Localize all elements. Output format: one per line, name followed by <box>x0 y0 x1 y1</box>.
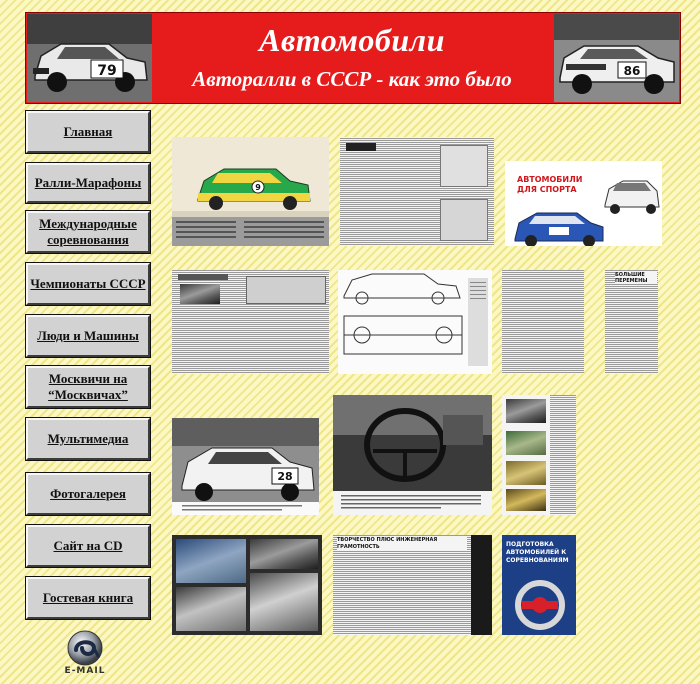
gallery-thumb-7[interactable] <box>605 270 658 374</box>
gallery-thumb-1[interactable] <box>172 137 329 246</box>
gallery-thumb-11[interactable] <box>172 535 322 635</box>
site-title: Автомобили <box>259 22 445 58</box>
nav-multimedia[interactable]: Мультимедиа <box>26 418 150 460</box>
rally-photo <box>250 573 318 631</box>
gallery-thumb-8[interactable] <box>172 418 319 515</box>
technical-drawing <box>440 145 488 187</box>
rally-photo <box>180 284 220 304</box>
magazine-text-page <box>502 270 584 374</box>
article-heading <box>178 274 228 280</box>
thumb7-heading: БОЛЬШИЕ ПЕРЕМЕНЫ <box>615 272 657 284</box>
thumb13-book-title: ПОДГОТОВКА АВТОМОБИЛЕЙ К СОРЕВНОВАНИЯМ <box>506 541 569 564</box>
nav-international-competitions[interactable]: Международные соревнования <box>26 211 150 253</box>
gallery-thumb-4[interactable] <box>172 270 329 374</box>
nav-site-on-cd[interactable]: Сайт на CD <box>26 525 150 567</box>
nav-home[interactable]: Главная <box>26 111 150 153</box>
rally-photo <box>506 489 546 511</box>
right-car-number: 86 <box>623 64 641 78</box>
nav-guestbook[interactable]: Гостевая книга <box>26 577 150 619</box>
sport-cars-illustration <box>505 161 662 246</box>
email-label: E-MAIL <box>64 666 106 676</box>
thumb1-car-number: 9 <box>255 183 261 192</box>
white-moskvich-photo <box>172 418 319 515</box>
gallery-thumb-10[interactable] <box>502 395 550 515</box>
nav-photo-gallery[interactable]: Фотогалерея <box>26 473 150 515</box>
nav-rally-marathons[interactable]: Ралли-Марафоны <box>26 163 150 203</box>
technical-drawing <box>440 199 488 241</box>
gallery-thumb-13[interactable] <box>502 535 576 635</box>
magazine-text-page <box>605 270 658 374</box>
header-banner <box>25 12 681 104</box>
article-heading <box>346 143 376 151</box>
nav-moskvich-on-moskvich[interactable]: Москвичи на “Москвичах” <box>26 366 150 408</box>
green-moskvich-illustration <box>172 137 329 246</box>
book-cover-emblem <box>502 535 576 635</box>
rally-photo <box>250 539 318 569</box>
car-blueprint-drawing <box>338 270 492 374</box>
dark-sidebar-column <box>471 535 492 635</box>
nav-people-and-machines[interactable]: Люди и Машины <box>26 315 150 357</box>
gallery-thumb-10-text[interactable] <box>550 395 576 515</box>
email-link[interactable] <box>58 628 112 680</box>
car-side-drawing <box>246 276 326 304</box>
rally-photo <box>506 461 546 485</box>
rally-photo <box>506 399 546 423</box>
gallery-thumb-3[interactable] <box>505 161 662 246</box>
gallery-thumb-6[interactable] <box>502 270 584 374</box>
rally-car-photo-right <box>554 14 679 102</box>
nav-ussr-championships[interactable]: Чемпионаты СССР <box>26 263 150 305</box>
gallery-thumb-12[interactable] <box>333 535 492 635</box>
rally-photo <box>176 587 246 631</box>
rally-car-photo-left <box>27 14 152 102</box>
left-car-number: 79 <box>97 63 117 79</box>
thumb3-heading: АВТОМОБИЛИ ДЛЯ СПОРТА <box>517 175 583 194</box>
thumb8-car-number: 28 <box>277 470 293 483</box>
gallery-thumb-2[interactable] <box>340 137 494 246</box>
gallery-thumb-5[interactable] <box>338 270 492 374</box>
rally-photo <box>176 539 246 583</box>
email-icon <box>58 628 112 668</box>
gallery-thumb-9[interactable] <box>333 395 492 515</box>
site-subtitle: Авторалли в СССР - как это было <box>192 67 512 91</box>
magazine-text-page <box>550 395 576 515</box>
rally-photo <box>506 431 546 455</box>
thumb12-heading: ТВОРЧЕСТВО ПЛЮС ИНЖЕНЕРНАЯ ГРАМОТНОСТЬ <box>337 537 467 551</box>
car-interior-photo <box>333 395 492 515</box>
